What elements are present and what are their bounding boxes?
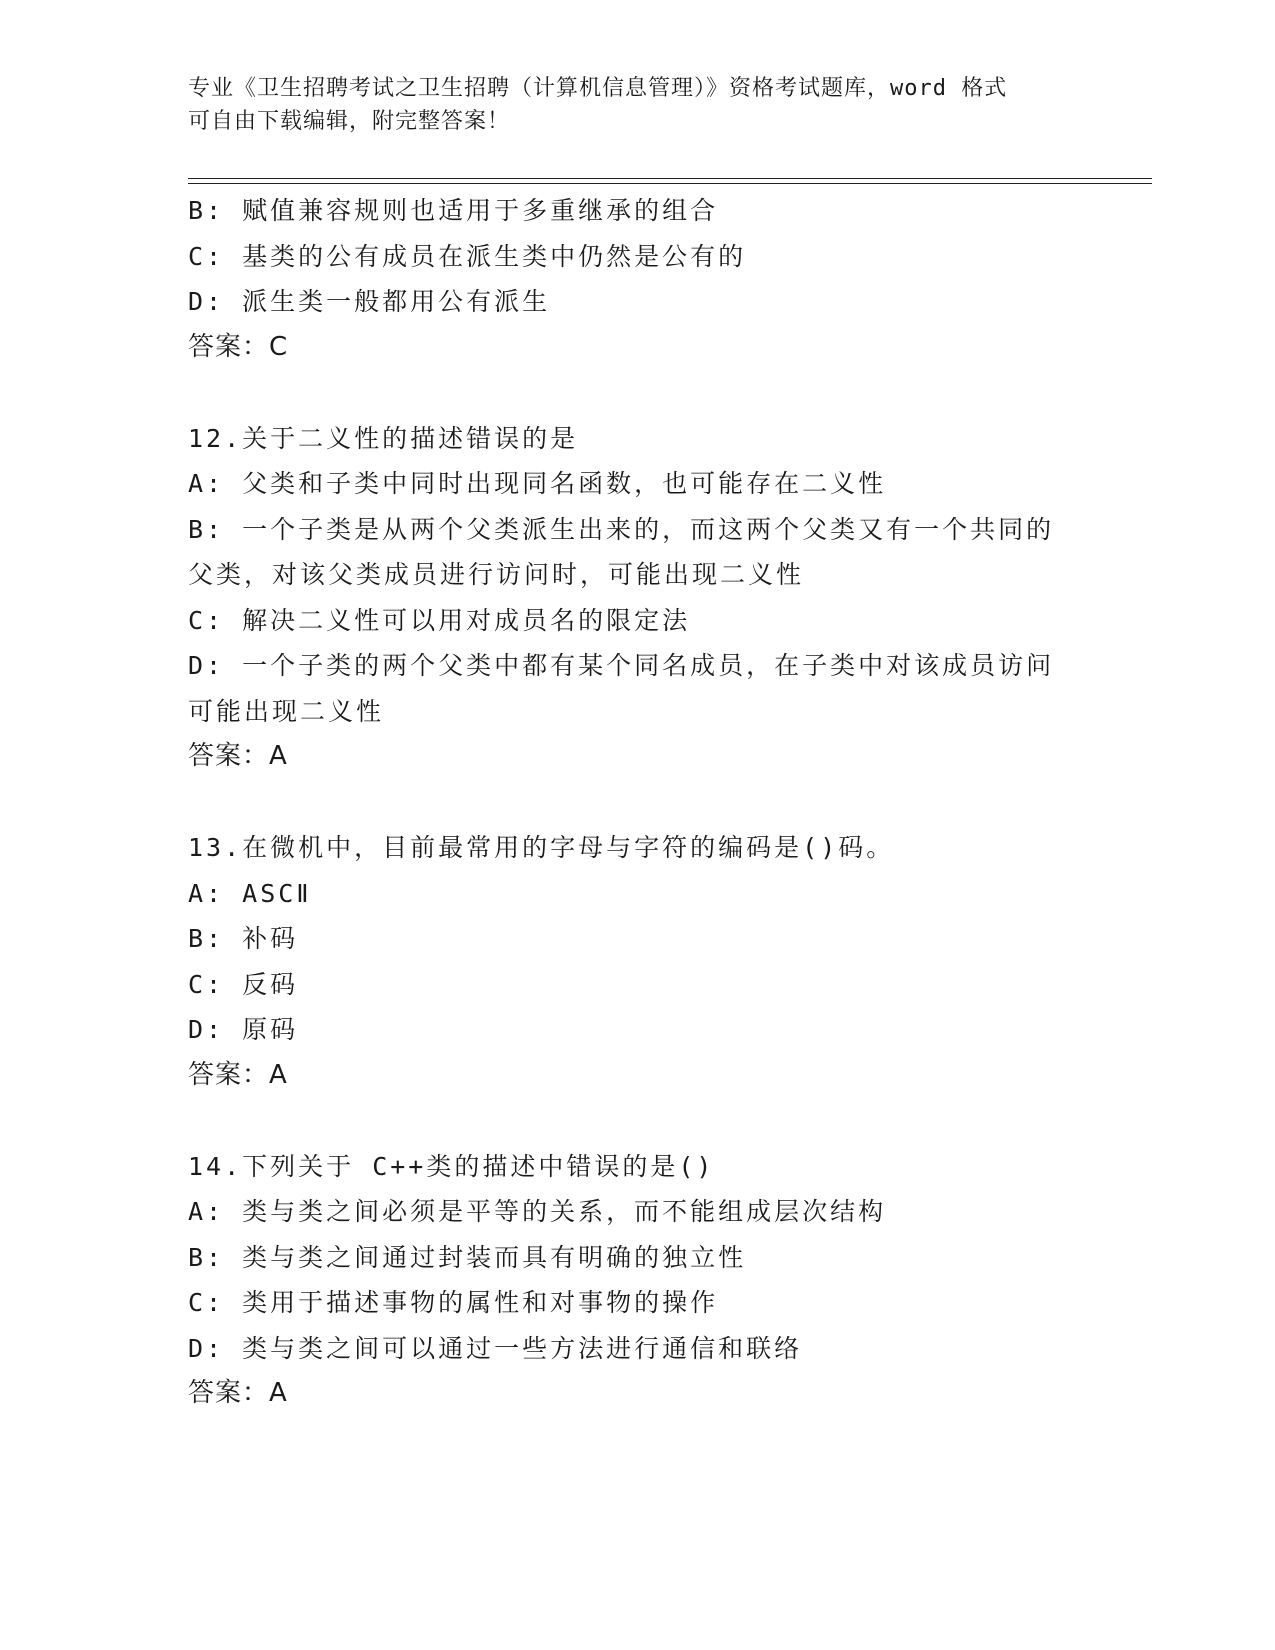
option-line: B: 补码	[188, 924, 299, 953]
header-line-2: 可自由下载编辑，附完整答案！	[188, 109, 511, 134]
answer-line: 答案：A	[188, 1059, 288, 1090]
header-divider-bottom	[188, 183, 1152, 184]
option-line: A: ASCⅡ	[188, 878, 312, 908]
option-line: D: 派生类一般都用公有派生	[188, 287, 551, 316]
option-line: C: 类用于描述事物的属性和对事物的操作	[188, 1288, 719, 1317]
answer-line: 答案：A	[188, 1378, 288, 1408]
option-line: B: 赋值兼容规则也适用于多重继承的组合	[188, 196, 719, 225]
question-14-block	[188, 1144, 1088, 1417]
question-title: 14.下列关于 C++类的描述中错误的是()	[188, 1151, 715, 1181]
option-line: D: 一个子类的两个父类中都有某个同名成员，在子类中对该成员访问	[188, 651, 1055, 680]
option-line: B: 一个子类是从两个父类派生出来的，而这两个父类又有一个共同的	[188, 514, 1055, 544]
option-line: D: 类与类之间可以通过一些方法进行通信和联络	[188, 1333, 803, 1363]
question-list	[188, 188, 1088, 1417]
option-line: C: 基类的公有成员在派生类中仍然是公有的	[188, 241, 747, 271]
option-line: A: 类与类之间必须是平等的关系，而不能组成层次结构	[188, 1197, 887, 1226]
option-line: B: 类与类之间通过封装而具有明确的独立性	[188, 1242, 747, 1272]
option-line: C: 反码	[188, 969, 299, 999]
header-line-1: 专业《卫生招聘考试之卫生招聘（计算机信息管理）》资格考试题库，word 格式	[188, 76, 1008, 101]
header-divider-top	[188, 178, 1152, 179]
option-line-continued: 可能出现二义性	[188, 696, 385, 726]
answer-line: 答案：A	[188, 741, 288, 771]
question-title: 12.关于二义性的描述错误的是	[188, 423, 579, 453]
question-13-block	[188, 825, 1088, 1098]
question-11-block	[188, 188, 1088, 370]
option-line: D: 原码	[188, 1015, 299, 1044]
option-line: C: 解决二义性可以用对成员名的限定法	[188, 605, 691, 635]
option-line-continued: 父类，对该父类成员进行访问时，可能出现二义性	[188, 560, 805, 589]
question-title: 13.在微机中，目前最常用的字母与字符的编码是()码。	[188, 833, 895, 862]
document-header	[188, 72, 1068, 138]
answer-line: 答案：C	[188, 331, 289, 362]
option-line: A: 父类和子类中同时出现同名函数，也可能存在二义性	[188, 469, 887, 498]
question-12-block	[188, 416, 1088, 780]
